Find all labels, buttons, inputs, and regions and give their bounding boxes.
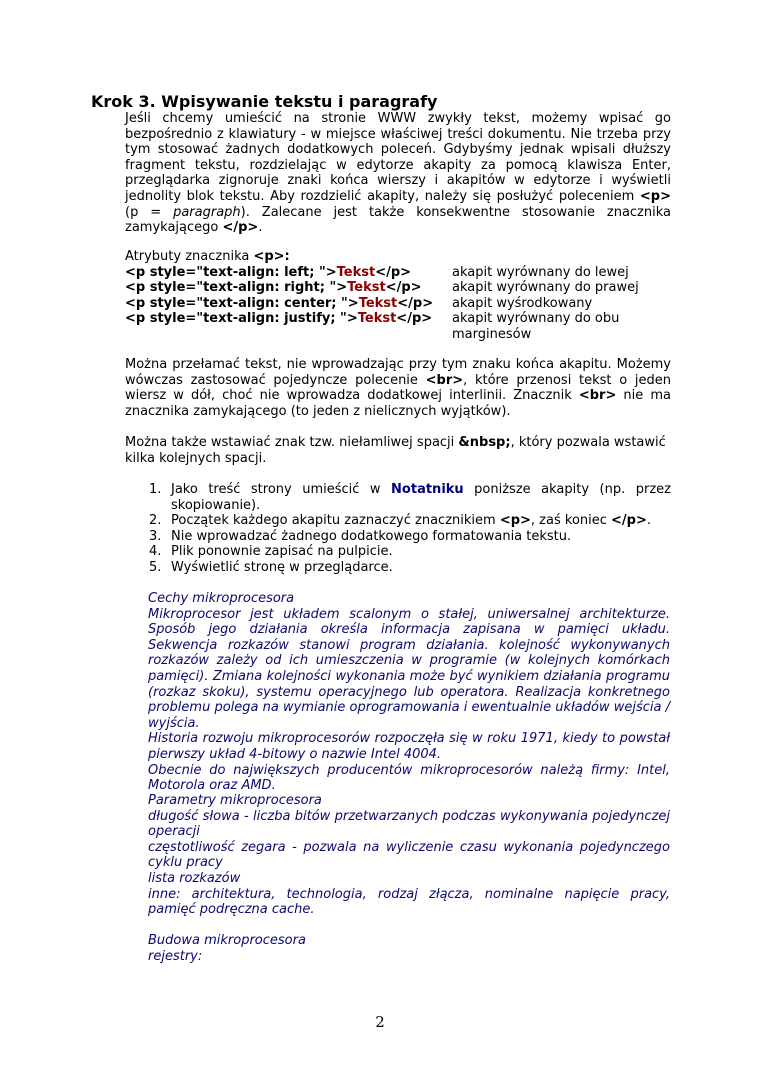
intro-text: Jeśli chcemy umieścić na stronie WWW zwykły tekst, możemy wpisać go bezpośrednio z klawiatury - w miejsce właściwej treści dokumentu. Nie trzeba przy tym stosować żadnych dodatkowych poleceń. Gdybyśmy jednak wpisali dłuższy fragment tekstu, rozdzielając w edytorze akapity za pomocą klawisza Enter, przeglądarka zignoruje znaki końca wierszy i akapitów w edytorze i wyświetli jednolity blok tekstu. Aby rozdzielić akapity, należy się posłużyć poleceniem [125, 111, 671, 204]
page-number: 2 [375, 1013, 385, 1031]
attributes-section [125, 249, 671, 343]
attribute-description: akapit wyrównany do lewej [452, 264, 629, 280]
nbsp-entity: &nbsp; [458, 435, 511, 450]
nbsp-text: Można także wstawiać znak tzw. niełamliwej spacji [125, 435, 459, 450]
br-tag: <br> [425, 372, 464, 388]
attribute-code: <p style="text-align: right; ">Tekst</p> [125, 280, 422, 296]
steps-list [125, 482, 671, 576]
list-number: 4. [149, 544, 162, 560]
attribute-description: akapit wyrównany do obu marginesów [452, 311, 620, 342]
sample-text: Obecnie do największych producentów mikroprocesorów należą firmy: Intel, Motorola oraz AMD. [148, 762, 670, 794]
list-item: 5. Wyświetlić stronę w przeglądarce. [149, 559, 393, 575]
intro-text: ). Zalecane jest także konsekwentne stosowanie znacznika zamykającego [125, 204, 671, 236]
attributes-label-tag: <p>: [253, 249, 290, 264]
attribute-description: akapit wyrównany do prawej [452, 280, 639, 296]
br-tag: <br> [578, 388, 617, 404]
list-item: 1. Jako treść strony umieścić w Notatniku poniższe akapity (np. przez skopiowanie). [149, 482, 671, 513]
sample-text: długość słowa - liczba bitów przetwarzanych podczas wykonywania pojedynczej operacji [148, 808, 670, 840]
sample-text: Historia rozwoju mikroprocesorów rozpoczęła się w roku 1971, kiedy to powstał pierwszy układ 4-bitowy o nazwie Intel 4004. [148, 731, 670, 762]
list-number: 5. [149, 559, 162, 575]
paragraph-word: paragraph [173, 204, 241, 220]
attribute-code: <p style="text-align: center; ">Tekst</p> [125, 295, 434, 311]
attributes-label: Atrybuty znacznika [125, 249, 254, 264]
br-paragraph [125, 357, 671, 419]
attribute-code: <p style="text-align: left; ">Tekst</p> [125, 264, 412, 280]
sample-content-2 [148, 793, 670, 918]
sample-text: inne: architektura, technologia, rodzaj złącza, nominalne napięcie pracy, pamięć podręczna cache. [148, 886, 670, 918]
p-close-tag: </p> [222, 220, 259, 236]
br-text: nie ma znacznika zamykającego (to jeden z nielicznych wyjątków). [125, 388, 671, 419]
intro-paragraph [125, 111, 671, 236]
sample-heading: Cechy mikroprocesora [148, 591, 295, 606]
attribute-description: akapit wyśrodkowany [452, 295, 593, 311]
br-text: , które przenosi tekst o jeden wiersz w dół, choć nie wprowadza dodatkowej interlinii. Znacznik [125, 372, 671, 404]
list-item: 4. Plik ponownie zapisać na pulpicie. [149, 544, 393, 560]
p-tag: <p> [639, 188, 671, 204]
list-number: 1. [149, 482, 162, 497]
sample-heading: Budowa mikroprocesora [148, 933, 306, 948]
sample-text: rejestry: [148, 948, 203, 964]
nbsp-paragraph [125, 435, 671, 466]
attribute-row [125, 311, 671, 342]
attribute-row [125, 280, 671, 296]
list-number: 3. [149, 528, 162, 544]
sample-text: Mikroprocesor jest układem scalonym o stałej, uniwersalnej architekturze. Sposób jego działania określa informacja zapisana w pamięci układu. Sekwencja rozkazów stanowi program działania. kolejność wykonywanych rozkazów zależy od ich umieszczenia w programie (w kolejnych komórkach pamięci). Zmiana kolejności wykonania może być wynikiem działania programu (rozkaz skoku), systemu operacyjnego lub operatora. Realizacja konkretnego problemu polega na wymianie oprogramowania i ewentualnie układów wejścia / wyjścia. [148, 606, 670, 731]
attribute-code: <p style="text-align: justify; ">Tekst</p> [125, 311, 433, 327]
attribute-row [125, 265, 671, 281]
br-text: Można przełamać tekst, nie wprowadzając przy tym znaku końca akapitu. Możemy wówczas zastosować pojedyncze polecenie [125, 357, 671, 388]
list-item: 2. Początek każdego akapitu zaznaczyć znacznikiem <p>, zaś koniec </p>. [149, 513, 652, 529]
sample-text: lista rozkazów [148, 870, 241, 886]
sample-text: częstotliwość zegara - pozwala na wyliczenie czasu wykonania pojedynczego cyklu pracy [148, 839, 670, 871]
nbsp-text: , który pozwala wstawić kilka kolejnych spacji. [125, 435, 666, 466]
intro-text: (p = [125, 204, 174, 220]
sample-content-3 [148, 933, 670, 964]
intro-text: . [258, 220, 263, 236]
list-number: 2. [149, 513, 162, 529]
list-item: 3. Nie wprowadzać żadnego dodatkowego formatowania tekstu. [149, 528, 572, 544]
sample-heading: Parametry mikroprocesora [148, 793, 322, 808]
attribute-row [125, 296, 671, 312]
sample-content-1 [148, 591, 670, 794]
notatnik-label: Notatniku [391, 482, 464, 497]
section-heading: Krok 3. Wpisywanie tekstu i paragrafy [91, 92, 438, 111]
